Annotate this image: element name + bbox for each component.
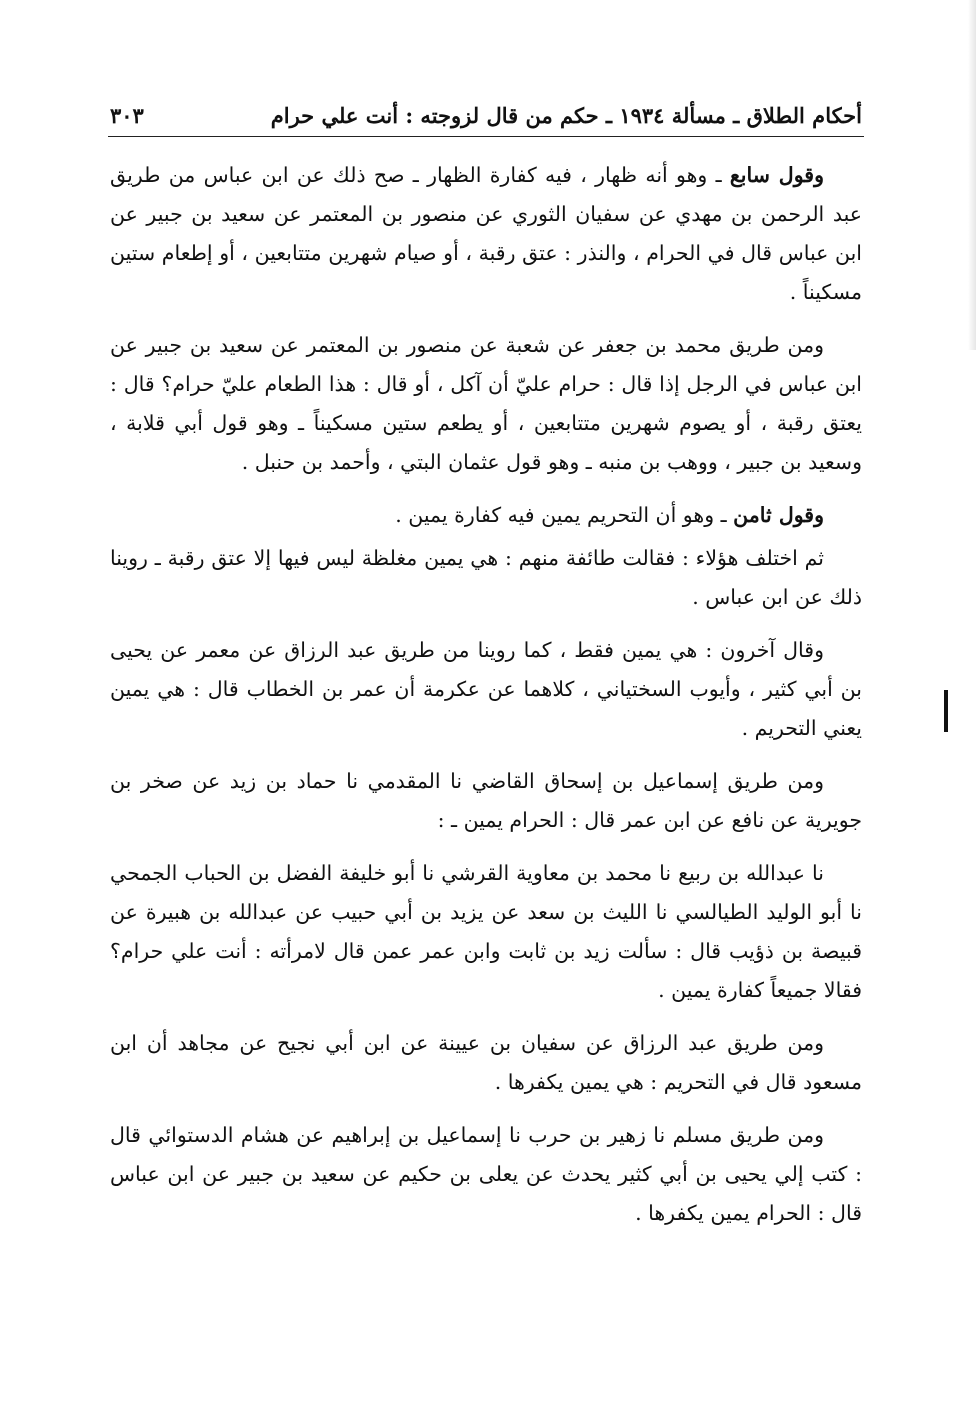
running-header [110, 88, 862, 128]
running-title: أحكام الطلاق ـ مسألة ١٩٣٤ ـ حكم من قال لزوجته : أنت علي حرام [270, 103, 862, 128]
paragraph-6 [110, 762, 862, 840]
page-number: ٣٠٣ [110, 103, 144, 128]
paragraph-7 [110, 854, 862, 1010]
paragraph-lead: وقول سابع [729, 163, 824, 187]
paragraph-text: نا عبدالله بن ربيع نا محمد بن معاوية القرشي نا أبو خليفة الفضل بن الحباب الجمحي نا أبو الوليد الطيالسي نا الليث بن سعد عن يزيد بن أبي حبيب عن عبدالله بن هبيرة عن قبيصة بن ذؤيب قال : سألت زيد بن ثابت وابن عمر عمن قال لامرأته : أنت علي حرام؟ فقالا جميعاً كفارة يمين . [110, 861, 862, 1002]
page-body [110, 156, 862, 1247]
paragraph-text: ـ وهو أن التحريم يمين فيه كفارة يمين . [395, 503, 734, 527]
paragraph-text: ومن طريق إسماعيل بن إسحاق القاضي نا المقدمي نا حماد بن زيد عن صخر بن جويرية عن نافع عن ابن عمر قال : الحرام يمين ـ : [110, 769, 862, 832]
paragraph-text: وقال آخرون : هي يمين فقط ، كما روينا من طريق عبد الرزاق عن معمر عن يحيى بن أبي كثير ، وأيوب السختياني ، كلاهما عن عكرمة أن عمر بن الخطاب قال : هي يمين يعني التحريم . [110, 638, 862, 740]
paragraph-5 [110, 631, 862, 748]
paragraph-text: ـ وهو أنه ظهار ، فيه كفارة الظهار ـ صح ذلك عن ابن عباس من طريق عبد الرحمن بن مهدي عن سفيان الثوري عن منصور بن المعتمر عن سعيد بن جبير عن ابن عباس قال في الحرام ، والنذر : عتق رقبة ، أو صيام شهرين متتابعين ، أو إطعام ستين مسكيناً . [110, 163, 862, 304]
header-divider [108, 136, 864, 137]
paragraph-text: ومن طريق عبد الرزاق عن سفيان بن عيينة عن ابن أبي نجيح عن مجاهد أن ابن مسعود قال في التحريم : هي يمين يكفرها . [110, 1031, 862, 1094]
paragraph-2 [110, 326, 862, 482]
paragraph-text: ومن طريق مسلم نا زهير بن حرب نا إسماعيل بن إبراهيم عن هشام الدستوائي قال : كتب إلي يحيى بن أبي كثير يحدث عن يعلى بن حكيم عن سعيد بن جبير عن ابن عباس قال : الحرام يمين يكفرها . [110, 1123, 862, 1225]
margin-mark [944, 690, 948, 732]
paragraph-text: ومن طريق محمد بن جعفر عن شعبة عن منصور بن المعتمر عن سعيد بن جبير عن ابن عباس في الرجل إذا قال : حرام عليّ أن آكل ، أو قال : هذا الطعام عليّ حرام؟ قال : يعتق رقبة ، أو يصوم شهرين متتابعين ، أو يطعم ستين مسكيناً ـ وهو قول أبي قلابة ، وسعيد بن جبير ، ووهب بن منبه ـ وهو قول عثمان البتي ، وأحمد بن حنبل . [110, 333, 862, 474]
page-edge-shadow [968, 0, 976, 350]
paragraph-4 [110, 539, 862, 617]
paragraph-9 [110, 1116, 862, 1233]
paragraph-lead: وقول ثامن [733, 503, 824, 527]
paragraph-text: ثم اختلف هؤلاء : فقالت طائفة منهم : هي يمين مغلظة ليس فيها إلا عتق رقبة ـ روينا ذلك عن ابن عباس . [110, 546, 862, 609]
paragraph-3 [110, 496, 862, 535]
paragraph-1 [110, 156, 862, 312]
paragraph-8 [110, 1024, 862, 1102]
